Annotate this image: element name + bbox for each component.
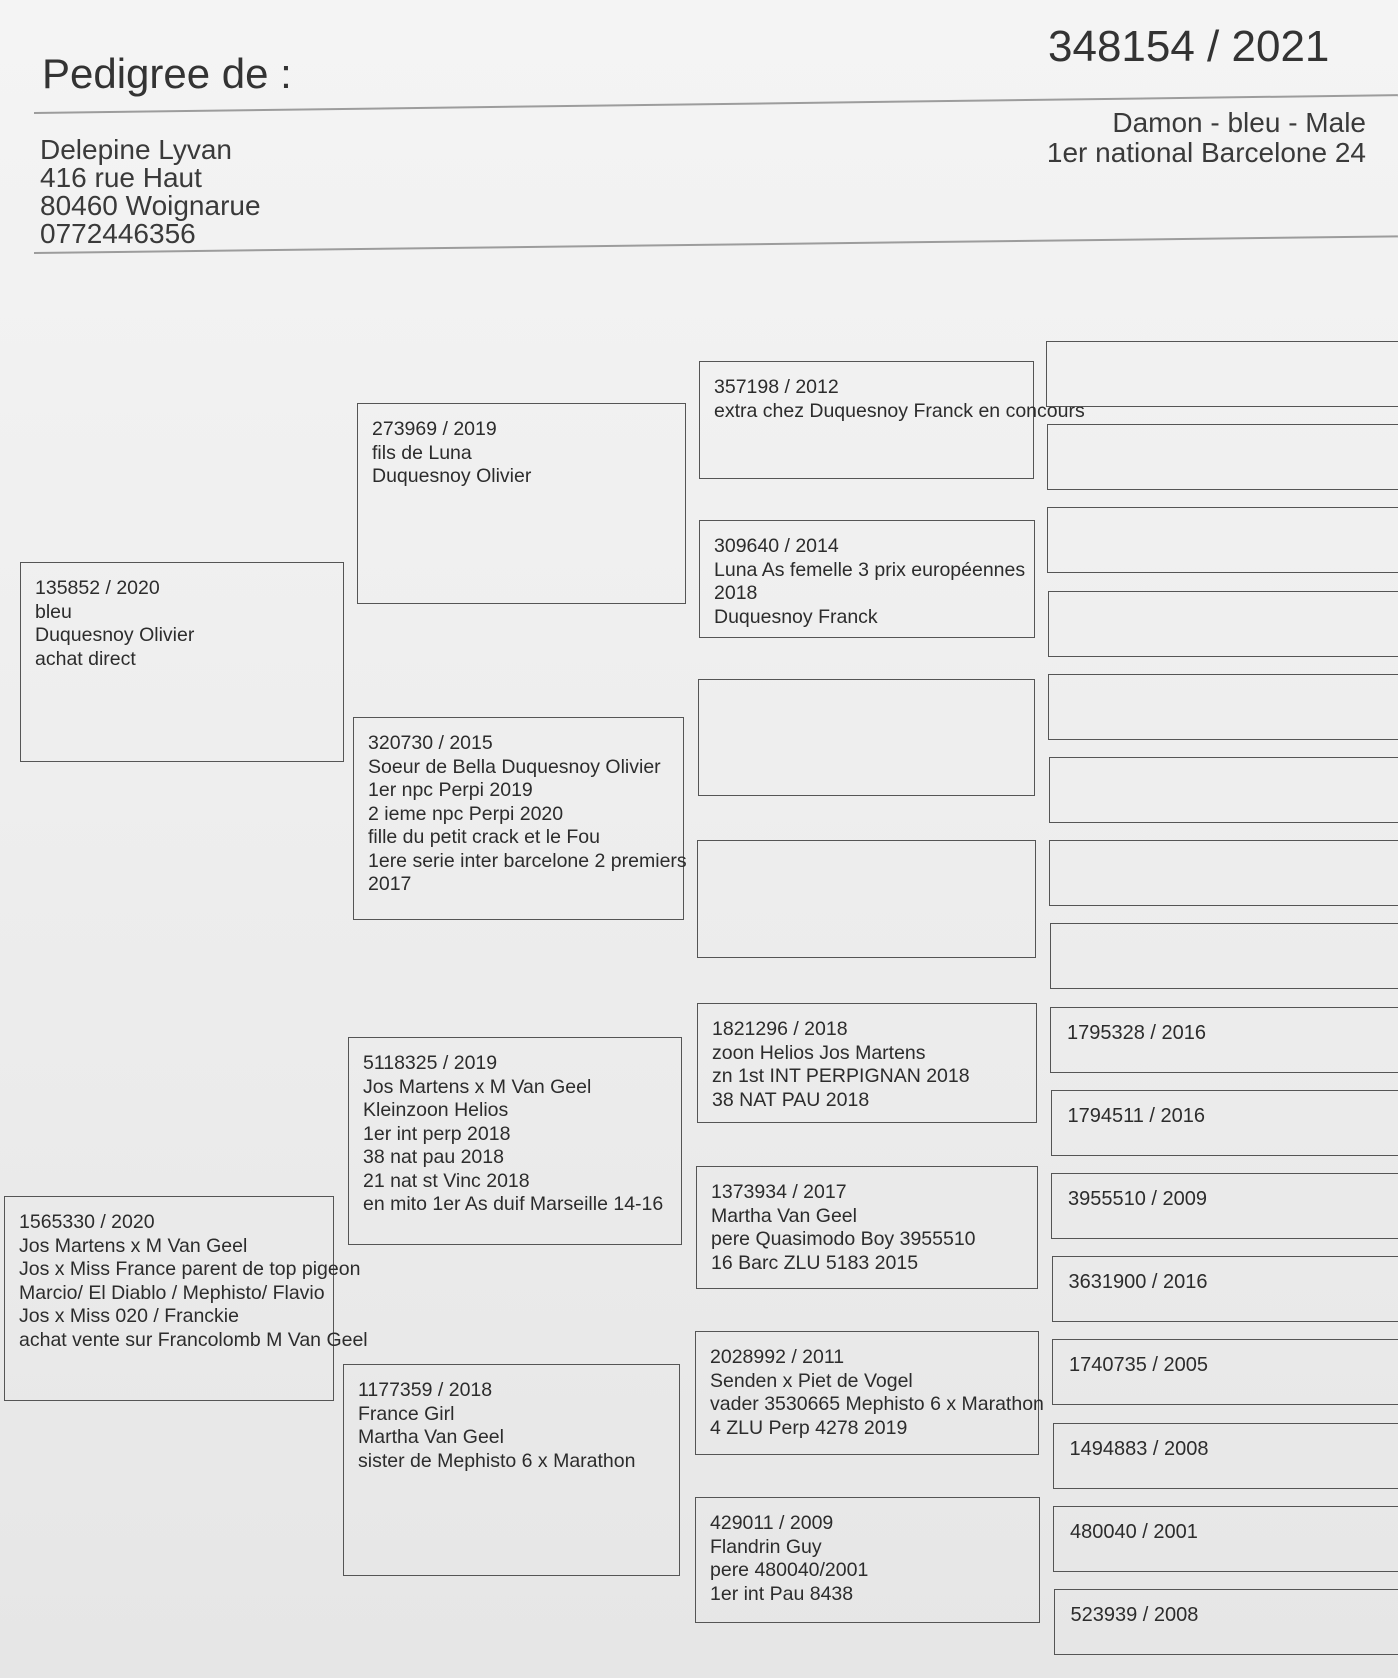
pedigree-line: Senden x Piet de Vogel — [710, 1369, 913, 1392]
ring-number-text: 320730 / 2015 — [368, 732, 493, 754]
ring-number-text: 1565330 / 2020 — [19, 1211, 155, 1233]
pedigree-box-gen4 — [1052, 1256, 1398, 1322]
pedigree-box-ffm — [699, 520, 1035, 638]
pedigree-line: Martha Van Geel — [711, 1204, 857, 1227]
ring-number-text: 3955510 / 2009 — [1068, 1188, 1208, 1210]
pedigree-line: Soeur de Bella Duquesnoy Olivier — [368, 755, 661, 778]
ring-number-text: 523939 / 2008 — [1070, 1604, 1199, 1626]
pedigree-line: Jos x Miss France parent de top pigeon — [19, 1258, 361, 1280]
pedigree-line: sister de Mephisto 6 x Marathon — [358, 1449, 636, 1472]
pedigree-line: vader 3530665 Mephisto 6 x Marathon — [710, 1393, 1044, 1415]
pedigree-line: Flandrin Guy — [710, 1535, 822, 1558]
pedigree-box-gen4 — [1051, 1090, 1398, 1156]
pedigree-line: Jos Martens x M Van Geel — [19, 1234, 248, 1257]
pedigree-line: 4 ZLU Perp 4278 2019 — [710, 1416, 908, 1439]
pedigree-line: achat vente sur Francolomb M Van Geel — [19, 1328, 368, 1351]
pedigree-box-gen4 — [1047, 424, 1398, 490]
pedigree-line: Marcio/ El Diablo / Mephisto/ Flavio — [19, 1281, 325, 1304]
bird-description: Damon - bleu - Male — [1112, 107, 1366, 138]
pedigree-box-fmf — [698, 679, 1035, 796]
ring-number-text: 480040 / 2001 — [1070, 1520, 1198, 1543]
pedigree-line: fille du petit crack et le Fou — [368, 826, 600, 848]
pedigree-box-mmf — [695, 1331, 1044, 1455]
ring-number-text: 3631900 / 2016 — [1068, 1271, 1208, 1294]
ring-number-text: 1794511 / 2016 — [1067, 1104, 1206, 1127]
ring-number-text: 5118325 / 2019 — [363, 1052, 498, 1074]
pedigree-line: achat direct — [35, 647, 136, 670]
bird-result: 1er national Barcelone 24 — [1046, 137, 1366, 168]
pedigree-box-gen4 — [1054, 1589, 1398, 1655]
pedigree-box-gen4 — [1052, 1339, 1398, 1405]
pedigree-box-gen4 — [1046, 341, 1398, 407]
ring-number-text: 309640 / 2014 — [714, 535, 839, 557]
pedigree-line: 16 Barc ZLU 5183 2015 — [711, 1251, 919, 1274]
ring-number: 348154 / 2021 — [1048, 22, 1330, 71]
pedigree-box-fff — [699, 361, 1085, 479]
ring-number-text: 1740735 / 2005 — [1069, 1354, 1209, 1377]
pedigree-box-mm — [343, 1364, 680, 1576]
pedigree-line: zn 1st INT PERPIGNAN 2018 — [712, 1065, 970, 1087]
pedigree-box-mff — [697, 1003, 1037, 1123]
owner-city: 80460 Woignarue — [40, 190, 261, 221]
pedigree-box-mmm — [695, 1497, 1040, 1623]
pedigree-line: 2017 — [368, 873, 412, 895]
pedigree-line: 38 NAT PAU 2018 — [712, 1088, 870, 1111]
pedigree-line: Jos Martens x M Van Geel — [363, 1075, 592, 1098]
owner-block — [40, 136, 261, 248]
pedigree-box-gen4 — [1048, 591, 1398, 657]
pedigree-line: 21 nat st Vinc 2018 — [363, 1169, 530, 1192]
ring-number-text: 273969 / 2019 — [372, 418, 497, 440]
owner-name: Delepine Lyvan — [40, 134, 232, 165]
pedigree-line: Duquesnoy Franck — [714, 605, 878, 628]
pedigree-box-gen4 — [1051, 1173, 1398, 1239]
pedigree-box-fm — [353, 717, 687, 920]
pedigree-line: Martha Van Geel — [358, 1426, 504, 1448]
page-title: Pedigree de : — [42, 50, 292, 97]
pedigree-line: pere 480040/2001 — [710, 1559, 869, 1581]
pedigree-line: 1er npc Perpi 2019 — [368, 779, 533, 801]
ring-number-text: 1373934 / 2017 — [711, 1181, 847, 1203]
owner-street: 416 rue Haut — [40, 162, 202, 193]
pedigree-box-gen4 — [1047, 507, 1398, 573]
pedigree-line: Duquesnoy Olivier — [35, 624, 195, 646]
pedigree-line: zoon Helios Jos Martens — [712, 1041, 926, 1064]
pedigree-box-gen4 — [1053, 1506, 1398, 1572]
pedigree-box-gen4 — [1050, 1007, 1398, 1073]
pedigree-box-ff — [357, 403, 686, 604]
pedigree-box-mf — [348, 1037, 682, 1245]
pedigree-line: 2018 — [714, 582, 758, 604]
pedigree-line: bleu — [35, 600, 72, 623]
pedigree-box-gen4 — [1048, 674, 1398, 740]
pedigree-line: pere Quasimodo Boy 3955510 — [711, 1228, 976, 1250]
ring-number-text: 135852 / 2020 — [35, 577, 160, 599]
ring-number-text: 1494883 / 2008 — [1069, 1437, 1209, 1460]
pedigree-box-father — [20, 562, 344, 762]
pedigree-line: 2 ieme npc Perpi 2020 — [368, 802, 564, 825]
pedigree-line: 1er int Pau 8438 — [710, 1582, 854, 1605]
pedigree-box-mfm — [696, 1166, 1038, 1289]
ring-number-text: 2028992 / 2011 — [710, 1346, 845, 1368]
pedigree-line: extra chez Duquesnoy Franck en concours — [714, 399, 1085, 422]
pedigree-line: France Girl — [358, 1402, 455, 1425]
ring-number-text: 357198 / 2012 — [714, 376, 839, 398]
pedigree-line: fils de Luna — [372, 441, 472, 464]
bird-info — [1047, 108, 1366, 168]
pedigree-line: 1er int perp 2018 — [363, 1122, 511, 1145]
ring-number-text: 1821296 / 2018 — [712, 1018, 848, 1040]
ring-number-text: 1177359 / 2018 — [358, 1379, 493, 1401]
pedigree-line: 1ere serie inter barcelone 2 premiers — [368, 849, 687, 872]
pedigree-line: Jos x Miss 020 / Franckie — [19, 1305, 239, 1327]
owner-phone: 0772446356 — [40, 218, 196, 249]
ring-number-text: 429011 / 2009 — [710, 1512, 834, 1534]
pedigree-line: Kleinzoon Helios — [363, 1099, 509, 1121]
ring-number-text: 1795328 / 2016 — [1067, 1021, 1207, 1044]
pedigree-line: Duquesnoy Olivier — [372, 465, 532, 487]
pedigree-box-fmm — [697, 840, 1036, 958]
pedigree-box-gen4 — [1049, 840, 1398, 906]
pedigree-box-gen4 — [1049, 757, 1398, 823]
pedigree-box-gen4 — [1053, 1423, 1398, 1489]
pedigree-box-gen4 — [1050, 923, 1398, 989]
pedigree-line: en mito 1er As duif Marseille 14-16 — [363, 1193, 664, 1215]
pedigree-box-mother — [4, 1196, 368, 1401]
pedigree-line: Luna As femelle 3 prix européennes — [714, 558, 1026, 581]
pedigree-line: 38 nat pau 2018 — [363, 1146, 504, 1168]
